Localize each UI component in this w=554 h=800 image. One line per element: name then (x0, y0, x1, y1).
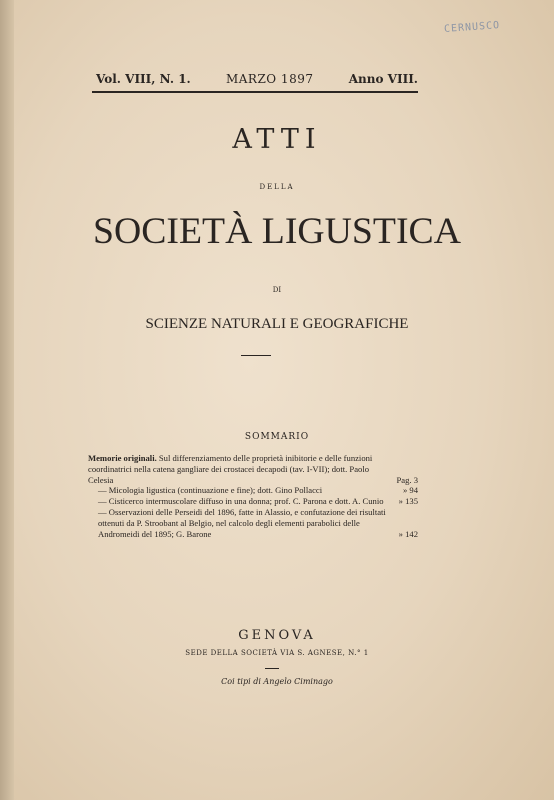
society-address: SEDE DELLA SOCIETÀ VIA S. AGNESE, N.° 1 (185, 649, 369, 657)
entry-page: » 142 (398, 528, 418, 539)
entry-page: Pag. 3 (396, 474, 418, 485)
section-label: Memorie originali. (88, 453, 157, 463)
society-name: SOCIETÀ LIGUSTICA (93, 211, 461, 252)
publication-place: GENOVA (238, 628, 316, 643)
contents-heading: SOMMARIO (244, 432, 310, 442)
entry-text: — Cisticerco intermuscolare diffuso in una donna; prof. C. Parona e dott. A. Cunio (98, 496, 384, 507)
entry-page: » 135 (398, 496, 418, 507)
footer-dash (265, 668, 279, 669)
issue-line (96, 72, 418, 86)
entry-text: Sul differenziamento delle proprietà inibitorie e delle funzioni coordinatrici nella catena gangliare dei crostacei decapodi (tav. I-VII); dott. Paolo Celesia (88, 453, 373, 485)
contents-list (88, 453, 418, 539)
entry-page: » 94 (402, 485, 418, 496)
entry-text: — Osservazioni delle Perseidi del 1896, fatte in Alassio, e confutazione dei risultati ottenuti da P. Stroobant al Belgio, nel calcolo degli elementi parabolici delle Andromeidi del 1895; G. Barone (98, 506, 386, 539)
title-della: DELLA (259, 183, 295, 191)
library-stamp: CERNUSCO (443, 20, 501, 35)
anno-number: Anno VIII. (348, 72, 418, 86)
contents-entry (88, 507, 418, 539)
printer-line: Coi tipi di Angelo Ciminago (221, 677, 333, 686)
title-atti: ATTI (232, 124, 322, 155)
header-rule (92, 91, 418, 93)
issue-date: MARZO 1897 (225, 72, 314, 86)
contents-entry (88, 496, 418, 507)
title-divider (241, 355, 271, 356)
title-di: DI (272, 286, 282, 294)
entry-text: — Micologia ligustica (continuazione e fine); dott. Gino Pollacci (98, 485, 323, 496)
society-subtitle: SCIENZE NATURALI E GEOGRAFICHE (145, 316, 409, 332)
volume-number: Vol. VIII, N. 1. (96, 72, 191, 86)
contents-entry (88, 485, 418, 496)
contents-entry (88, 453, 418, 485)
